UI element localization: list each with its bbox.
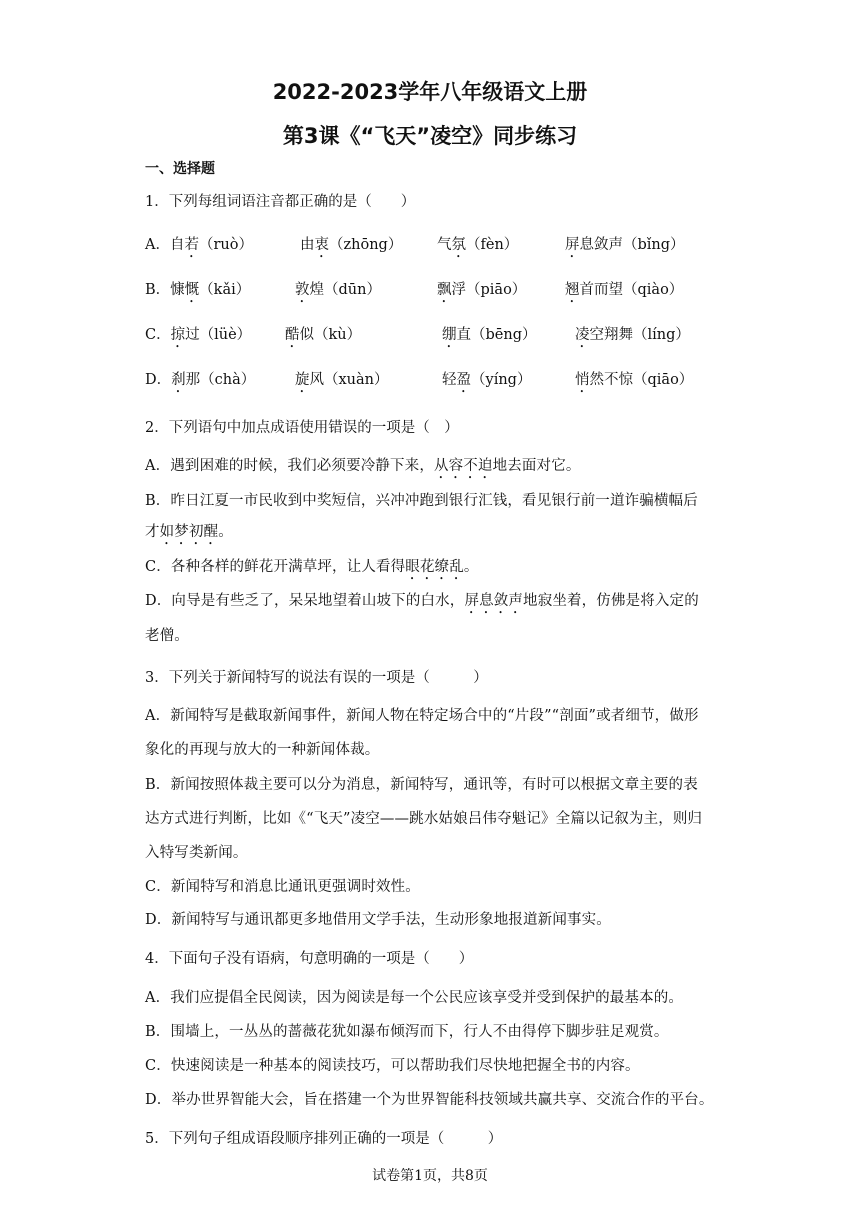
q1-c-1: C．掠过（lüè）	[145, 327, 252, 343]
page-footer: 试卷第1页，共8页	[372, 1168, 488, 1184]
emphasized-text: 屏	[565, 237, 580, 253]
emphasized-text: 衷	[314, 237, 329, 253]
q2-option-a: A．遇到困难的时候，我们必须要冷静下来，从容不迫地去面对它。	[145, 458, 581, 474]
q1-d-4: 悄然不惊（qiāo）	[575, 372, 694, 388]
q3-stem: 3．下列关于新闻特写的说法有误的一项是（ ）	[145, 670, 488, 686]
q1-a-1: A．自若（ruò）	[145, 237, 253, 253]
emphasized-text: 掠	[170, 327, 186, 343]
emphasized-text: 悄	[575, 372, 590, 388]
q2-stem: 2．下列语句中加点成语使用错误的一项是（ ）	[145, 420, 459, 436]
q3-option-b-line2: 达方式进行判断，比如《“飞天”凌空——跳水姑娘吕伟夺魁记》全篇以记叙为主，则归	[145, 811, 703, 827]
emphasized-text: 刹	[171, 372, 186, 388]
q1-option-d	[145, 368, 745, 388]
q1-option-a	[145, 233, 745, 253]
q1-b-1: B．慷慨（kǎi）	[145, 282, 251, 298]
q1-d-1: D．刹那（chà）	[145, 372, 256, 388]
q1-stem: 1．下列每组词语注音都正确的是（ ）	[145, 194, 416, 210]
q3-option-d: D．新闻特写与通讯都更多地借用文学手法，生动形象地报道新闻事实。	[145, 912, 611, 928]
document-subtitle: 第3课《“飞天”凌空》同步练习	[282, 124, 578, 148]
q1-a-3: 气氛（fèn）	[437, 237, 519, 253]
emphasized-text: 盈	[456, 372, 471, 388]
q4-option-a: A．我们应提倡全民阅读，因为阅读是每一个公民应该享受并受到保护的最基本的。	[145, 990, 684, 1006]
emphasized-text: 若	[184, 237, 199, 253]
q4-option-c: C．快速阅读是一种基本的阅读技巧，可以帮助我们尽快地把握全书的内容。	[145, 1058, 640, 1074]
emphasized-text: 酷	[285, 327, 300, 343]
q2-option-b-line1: B．昨日江夏一市民收到中奖短信，兴冲冲跑到银行汇钱，看见银行前一道诈骗横幅后	[145, 493, 698, 509]
emphasized-text: 翘	[565, 282, 580, 298]
q1-d-2: 旋风（xuàn）	[295, 372, 389, 388]
q2-option-b-line2: 才如梦初醒。	[145, 524, 233, 540]
q2-option-c: C．各种各样的鲜花开满草坪，让人看得眼花缭乱。	[145, 559, 479, 575]
q1-b-3: 飘浮（piāo）	[437, 282, 527, 298]
emphasized-text: 飘	[437, 282, 452, 298]
q1-c-4: 凌空翔舞（líng）	[575, 327, 690, 343]
emphasized-text: 旋	[295, 372, 310, 388]
section-heading: 一、选择题	[145, 161, 215, 177]
q3-option-c: C．新闻特写和消息比通讯更强调时效性。	[145, 879, 420, 895]
q1-option-b	[145, 278, 745, 298]
q3-option-b-line1: B．新闻按照体裁主要可以分为消息，新闻特写，通讯等，有时可以根据文章主要的表	[145, 777, 698, 793]
q4-option-d: D．举办世界智能大会，旨在搭建一个为世界智能科技领域共赢共享、交流合作的平台。	[145, 1092, 714, 1108]
q2-option-d-line1: D．向导是有些乏了，呆呆地望着山坡下的白水，屏息敛声地寂坐着，仿佛是将入定的	[145, 593, 699, 609]
emphasized-text: 凌	[575, 327, 590, 343]
emphasized-text: 眼花缭乱	[405, 559, 464, 575]
q4-option-b: B．围墙上，一丛丛的蔷薇花犹如瀑布倾泻而下，行人不由得停下脚步驻足观赏。	[145, 1024, 669, 1040]
emphasized-text: 慨	[184, 282, 200, 298]
q1-option-c	[145, 323, 745, 343]
q1-b-2: 敦煌（dūn）	[295, 282, 381, 298]
emphasized-text: 敦	[295, 282, 310, 298]
q3-option-b-line3: 入特写类新闻。	[145, 845, 248, 861]
document-title: 2022-2023学年八年级语文上册	[272, 80, 588, 104]
emphasized-text: 氛	[451, 237, 466, 253]
q1-a-2: 由衷（zhōng）	[300, 237, 403, 253]
q1-d-3: 轻盈（yíng）	[442, 372, 532, 388]
q1-b-4: 翘首而望（qiào）	[565, 282, 684, 298]
q5-stem: 5．下列句子组成语段顺序排列正确的一项是（ ）	[145, 1131, 503, 1147]
emphasized-text: 如梦初醒	[159, 524, 219, 540]
q4-stem: 4．下面句子没有语病，句意明确的一项是（ ）	[145, 951, 474, 967]
q1-a-4: 屏息敛声（bǐng）	[565, 237, 685, 253]
emphasized-text: 屏息敛声	[464, 593, 524, 609]
q3-option-a-line2: 象化的再现与放大的一种新闻体裁。	[145, 742, 380, 758]
emphasized-text: 绷	[442, 327, 457, 343]
emphasized-text: 从容不迫	[433, 458, 493, 474]
q1-c-2: 酷似（kù）	[285, 327, 362, 343]
q1-c-3: 绷直（bēng）	[442, 327, 537, 343]
q3-option-a-line1: A．新闻特写是截取新闻事件，新闻人物在特定场合中的“片段”“剖面”或者细节，做形	[145, 708, 699, 724]
q2-option-d-line2: 老僧。	[145, 628, 189, 644]
